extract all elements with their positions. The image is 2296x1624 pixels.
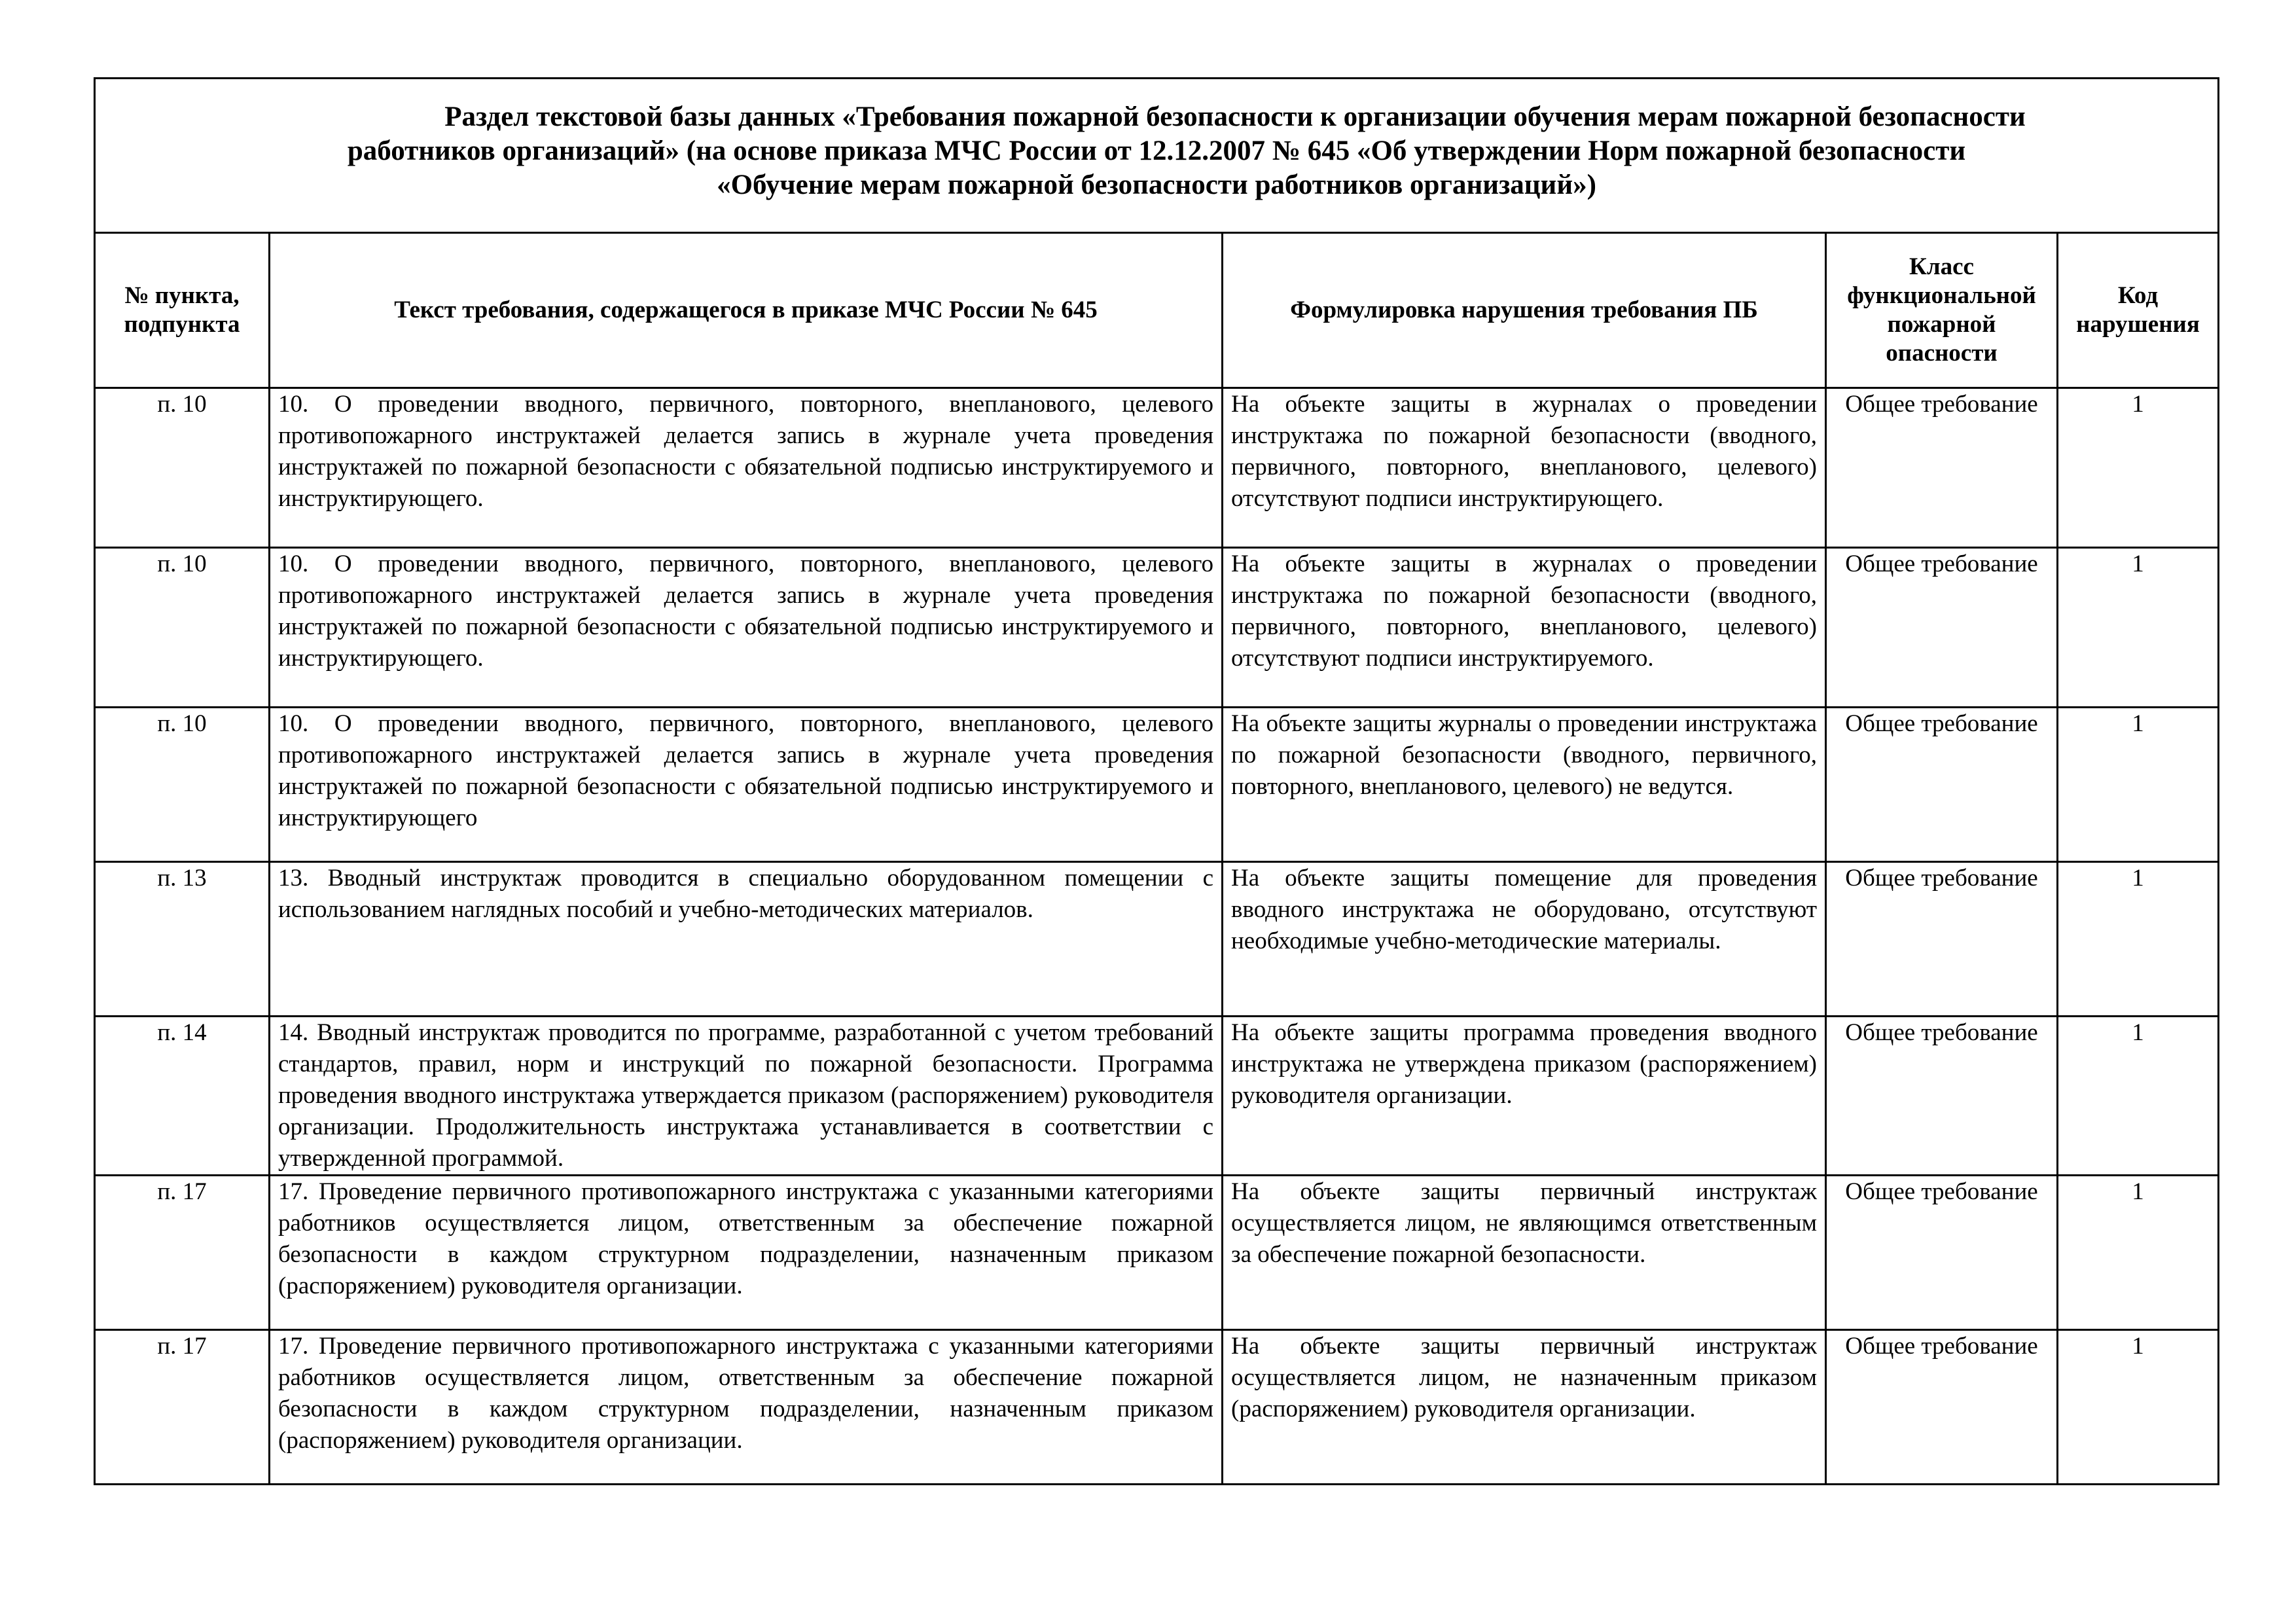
- row-requirement-text: 10. О проведении вводного, первичного, повторного, внепланового, целевого противопожарного инструктажей делается запись в журнале учета проведения инструктажей по пожарной безопасности с обязательной подписью инструктируемого и инструктирующего: [270, 708, 1223, 862]
- row-code: 1: [2058, 388, 2219, 548]
- table-row: [95, 1176, 2219, 1330]
- row-num: п. 10: [95, 548, 270, 708]
- table-row: [95, 548, 2219, 708]
- title-row: [95, 79, 2219, 233]
- row-requirement-text: 17. Проведение первичного противопожарного инструктажа с указанными категориями работников осуществляется лицом, ответственным за обеспечение пожарной безопасности в каждом структурном подразделении, назначенным приказом (распоряжением) руководителя организации.: [270, 1176, 1223, 1330]
- requirements-table: [94, 77, 2219, 1485]
- row-requirement-text: 10. О проведении вводного, первичного, повторного, внепланового, целевого противопожарного инструктажей делается запись в журнале учета проведения инструктажей по пожарной безопасности с обязательной подписью инструктируемого и инструктирующего.: [270, 388, 1223, 548]
- row-requirement-text: 10. О проведении вводного, первичного, повторного, внепланового, целевого противопожарного инструктажей делается запись в журнале учета проведения инструктажей по пожарной безопасности с обязательной подписью инструктируемого и инструктирующего.: [270, 548, 1223, 708]
- row-requirement-text: 17. Проведение первичного противопожарного инструктажа с указанными категориями работников осуществляется лицом, ответственным за обеспечение пожарной безопасности в каждом структурном подразделении, назначенным приказом (распоряжением) руководителя организации.: [270, 1330, 1223, 1485]
- table-row: [95, 1330, 2219, 1485]
- row-class: Общее требование: [1826, 708, 2058, 862]
- header-code: Код нарушения: [2058, 233, 2219, 388]
- row-num: п. 14: [95, 1017, 270, 1176]
- table-row: [95, 708, 2219, 862]
- table-row: [95, 1017, 2219, 1176]
- row-violation-text: На объекте защиты в журналах о проведении инструктажа по пожарной безопасности (вводного, первичного, повторного, внепланового, целевого) отсутствуют подписи инструктируемого.: [1223, 548, 1826, 708]
- row-violation-text: На объекте защиты журналы о проведении инструктажа по пожарной безопасности (вводного, первичного, повторного, внепланового, целевого) не ведутся.: [1223, 708, 1826, 862]
- row-code: 1: [2058, 1017, 2219, 1176]
- row-class: Общее требование: [1826, 862, 2058, 1017]
- row-code: 1: [2058, 1176, 2219, 1330]
- row-violation-text: На объекте защиты программа проведения вводного инструктажа не утверждена приказом (распоряжением) руководителя организации.: [1223, 1017, 1826, 1176]
- row-num: п. 17: [95, 1176, 270, 1330]
- header-violation: Формулировка нарушения требования ПБ: [1223, 233, 1826, 388]
- title-line-2: работников организаций» (на основе приказа МЧС России от 12.12.2007 № 645 «Об утверждении Норм пожарной безопасности: [347, 135, 1966, 166]
- row-class: Общее требование: [1826, 1017, 2058, 1176]
- row-code: 1: [2058, 862, 2219, 1017]
- row-class: Общее требование: [1826, 1176, 2058, 1330]
- row-violation-text: На объекте защиты помещение для проведения вводного инструктажа не оборудовано, отсутствуют необходимые учебно-методические материалы.: [1223, 862, 1826, 1017]
- row-num: п. 10: [95, 708, 270, 862]
- row-num: п. 17: [95, 1330, 270, 1485]
- table-row: [95, 388, 2219, 548]
- header-class: Класс функциональной пожарной опасности: [1826, 233, 2058, 388]
- row-violation-text: На объекте защиты первичный инструктаж осуществляется лицом, не являющимся ответственным за обеспечение пожарной безопасности.: [1223, 1176, 1826, 1330]
- header-num: № пункта, подпункта: [95, 233, 270, 388]
- row-code: 1: [2058, 548, 2219, 708]
- document-title: [95, 79, 2219, 233]
- row-class: Общее требование: [1826, 1330, 2058, 1485]
- row-num: п. 10: [95, 388, 270, 548]
- header-row: [95, 233, 2219, 388]
- row-code: 1: [2058, 708, 2219, 862]
- header-text: Текст требования, содержащегося в приказе МЧС России № 645: [270, 233, 1223, 388]
- table-row: [95, 862, 2219, 1017]
- row-code: 1: [2058, 1330, 2219, 1485]
- title-line-1: Раздел текстовой базы данных «Требования пожарной безопасности к организации обучения мерам пожарной безопасности: [444, 101, 2026, 132]
- row-class: Общее требование: [1826, 388, 2058, 548]
- row-requirement-text: 13. Вводный инструктаж проводится в специально оборудованном помещении с использованием наглядных пособий и учебно-методических материалов.: [270, 862, 1223, 1017]
- document-page: [94, 77, 2217, 1485]
- row-violation-text: На объекте защиты первичный инструктаж осуществляется лицом, не назначенным приказом (распоряжением) руководителя организации.: [1223, 1330, 1826, 1485]
- row-requirement-text: 14. Вводный инструктаж проводится по программе, разработанной с учетом требований стандартов, правил, норм и инструкций по пожарной безопасности. Программа проведения вводного инструктажа утверждается приказом (распоряжением) руководителя организации. Продолжительность инструктажа устанавливается в соответствии с утвержденной программой.: [270, 1017, 1223, 1176]
- row-violation-text: На объекте защиты в журналах о проведении инструктажа по пожарной безопасности (вводного, первичного, повторного, внепланового, целевого) отсутствуют подписи инструктирующего.: [1223, 388, 1826, 548]
- row-num: п. 13: [95, 862, 270, 1017]
- row-class: Общее требование: [1826, 548, 2058, 708]
- title-line-3: «Обучение мерам пожарной безопасности работников организаций»): [717, 170, 1596, 200]
